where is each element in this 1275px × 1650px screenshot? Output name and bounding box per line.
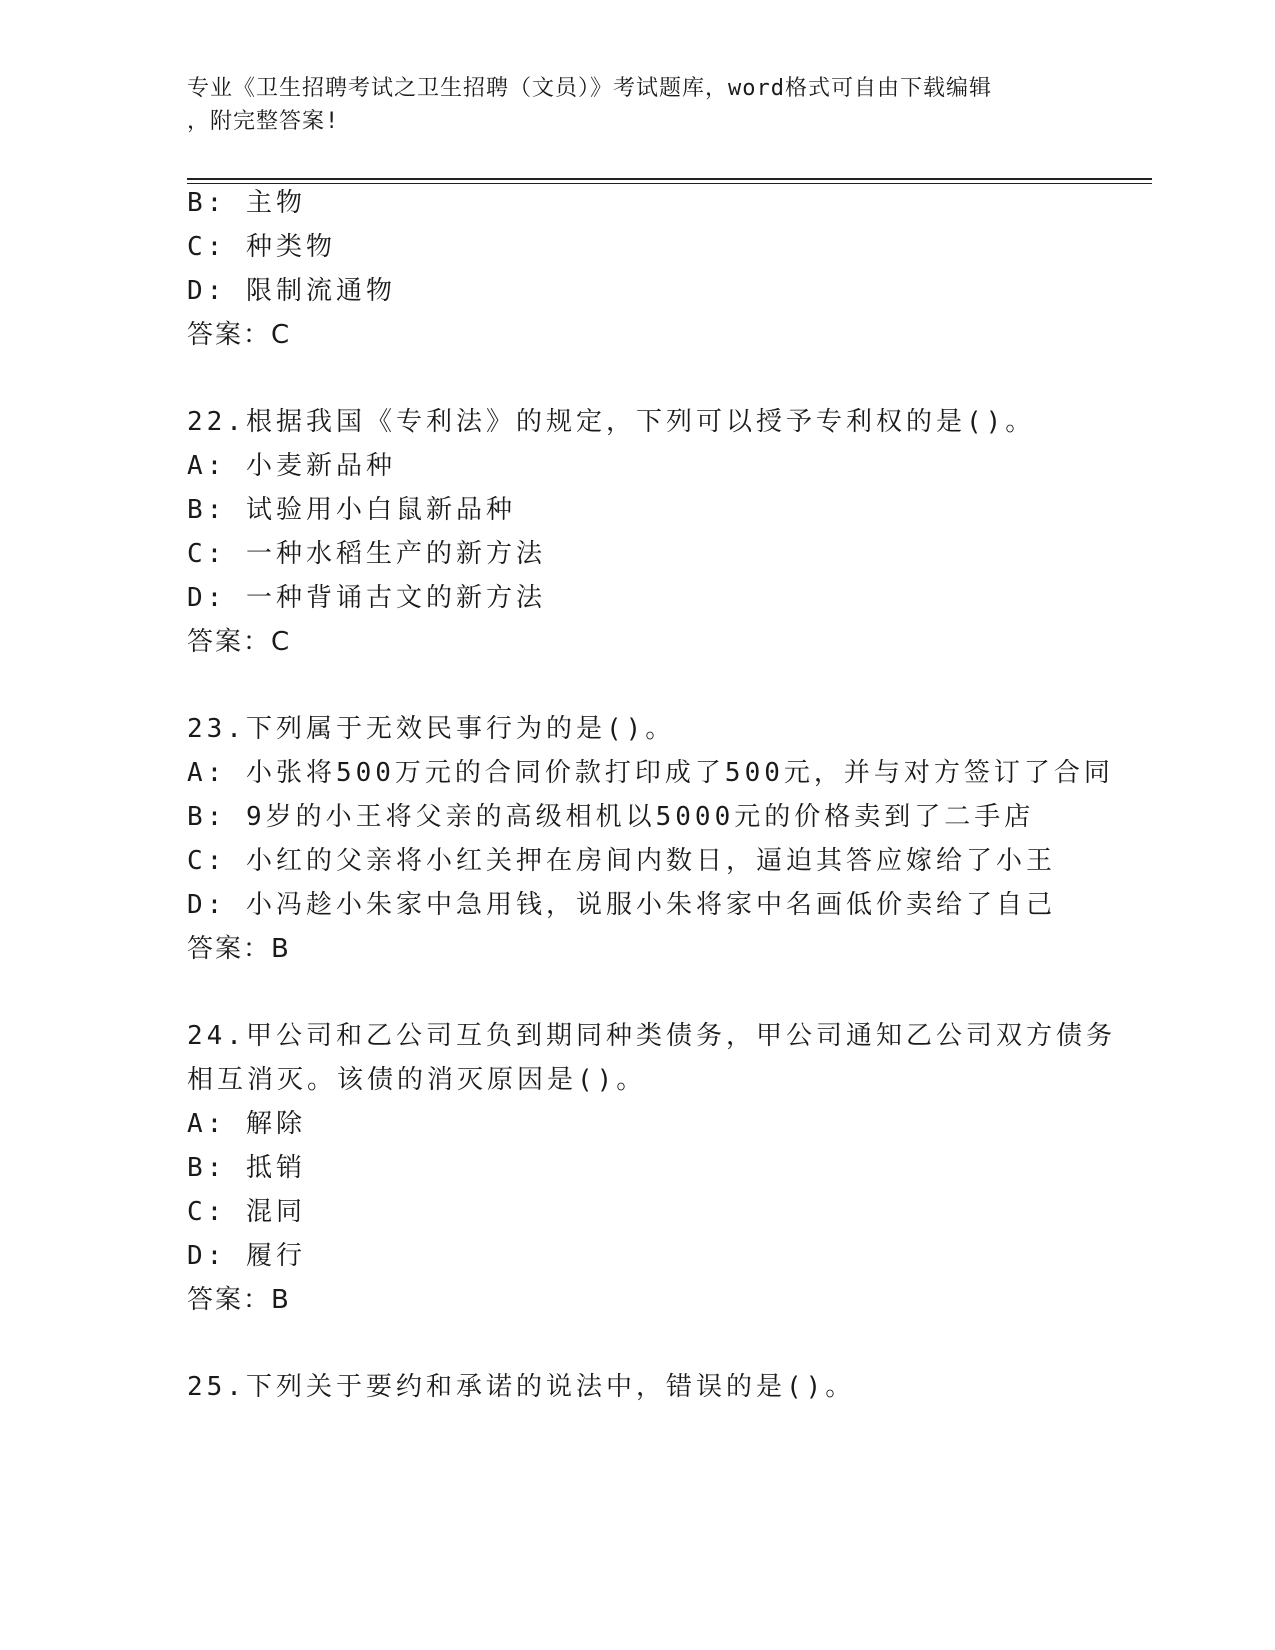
- q24-option-b: B: 抵销: [187, 1153, 306, 1183]
- q23-option-c: C: 小红的父亲将小红关押在房间内数日，逼迫其答应嫁给了小王: [187, 846, 1056, 876]
- q22-option-a: A: 小麦新品种: [187, 451, 396, 481]
- prev-option-b: B: 主物: [187, 188, 306, 218]
- q25-stem: 25.下列关于要约和承诺的说法中，错误的是()。: [187, 1372, 856, 1402]
- document-header: [187, 72, 1087, 138]
- q22-option-d: D: 一种背诵古文的新方法: [187, 583, 546, 613]
- header-title-line-2: ，附完整答案!: [187, 109, 340, 134]
- prev-option-c: C: 种类物: [187, 232, 336, 262]
- q24-answer: 答案：B: [187, 1285, 291, 1315]
- header-divider-thin: [187, 183, 1152, 184]
- q24-option-a: A: 解除: [187, 1109, 306, 1139]
- q23-option-a: A: 小张将500万元的合同价款打印成了500元，并与对方签订了合同: [187, 758, 1114, 788]
- q24-stem-line-1: 24.甲公司和乙公司互负到期同种类债务，甲公司通知乙公司双方债务: [187, 1021, 1116, 1051]
- q23-stem: 23.下列属于无效民事行为的是()。: [187, 714, 676, 744]
- q23-option-d: D: 小冯趁小朱家中急用钱，说服小朱将家中名画低价卖给了自己: [187, 890, 1056, 920]
- header-title-line-1: 专业《卫生招聘考试之卫生招聘（文员）》考试题库，word格式可自由下载编辑: [187, 76, 992, 101]
- q23-option-b: B: 9岁的小王将父亲的高级相机以5000元的价格卖到了二手店: [187, 802, 1035, 832]
- q24-option-d: D: 履行: [187, 1241, 306, 1271]
- prev-option-d: D: 限制流通物: [187, 276, 396, 306]
- q23-answer: 答案：B: [187, 934, 291, 964]
- q22-stem: 22.根据我国《专利法》的规定，下列可以授予专利权的是()。: [187, 407, 1036, 437]
- q24-option-c: C: 混同: [187, 1197, 306, 1227]
- q22-option-b: B: 试验用小白鼠新品种: [187, 495, 516, 525]
- prev-answer: 答案：C: [187, 320, 292, 350]
- q24-stem-line-2: 相互消灭。该债的消灭原因是()。: [187, 1065, 647, 1095]
- header-divider-thick: [187, 178, 1152, 180]
- q22-option-c: C: 一种水稻生产的新方法: [187, 539, 546, 569]
- q22-answer: 答案：C: [187, 627, 292, 657]
